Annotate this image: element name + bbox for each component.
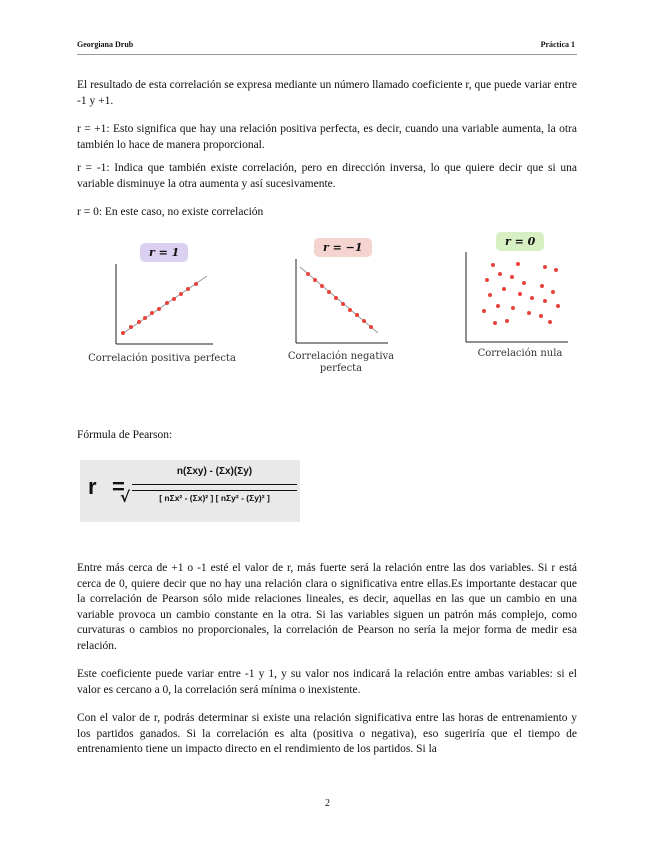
data-point [341,302,345,306]
badge-positive: r = 1 [140,243,188,262]
data-point [334,296,338,300]
data-point [530,296,534,300]
data-point [556,304,560,308]
scatter-null [460,250,570,345]
data-point [548,320,552,324]
data-point [516,262,520,266]
paragraph-r-zero: r = 0: En este caso, no existe correlación [77,206,264,218]
data-point [539,314,543,318]
data-point [143,316,147,320]
formula-denominator: [ nΣx² - (Σx)² ] [ nΣy² - (Σy)² ] [159,493,270,503]
data-point [491,263,495,267]
data-point [551,290,555,294]
formula-equals: = [112,474,125,499]
caption-positive: Correlación positiva perfecta [88,353,236,364]
formula-label: Fórmula de Pearson: [77,429,173,441]
paragraph-body-2: Este coeficiente puede variar entre -1 y 1, y su valor nos indicará la relación entre ambas variables: si el valor es cercano a 0, la correlación será mínima o inexistente. [77,668,577,696]
data-point [121,331,125,335]
formula-fraction-bar [132,484,297,485]
data-point [172,297,176,301]
data-point [482,309,486,313]
sqrt-overline [132,490,297,491]
data-point [527,311,531,315]
formula-numerator: n(Σxy) - (Σx)(Σy) [176,466,253,477]
data-point [543,265,547,269]
sqrt-icon: √ [120,488,131,506]
data-point [502,287,506,291]
data-point [165,301,169,305]
data-point [522,281,526,285]
data-point [369,325,373,329]
data-point [540,284,544,288]
data-point [320,284,324,288]
data-point [510,275,514,279]
paragraph-body-3: Con el valor de r, podrás determinar si existe una relación significativa entre las horas de entrenamiento y los partidos ganados. Si la correlación es alta (positiva o negativa), eso sugeriría que el tiempo de entrenamiento tiene un impacto directo en el rendimiento de los partidos. Si la [77,712,577,755]
data-point [543,299,547,303]
data-point [327,290,331,294]
data-point [150,311,154,315]
scatter-positive [110,262,215,347]
data-point [306,272,310,276]
header-divider [77,54,577,55]
caption-null: Correlación nula [477,348,563,359]
paragraph-body-1: Entre más cerca de +1 o -1 esté el valor de r, más fuerte será la relación entre las dos variables. Si r está cerca de 0, quiere decir que no hay una relación clara o significativa entre ellas.Es importante destacar que la correlación de Pearson sólo mide relaciones lineales, es decir, aquellas en las que un cambio en una variable provoca un cambio constante en la otra. Si las variables siguen un patrón más complejo, como curvaturas o cambios no proporcionales, la correlación de Pearson no sería la mejor forma de medir esa relación. [77,562,577,652]
data-point [186,287,190,291]
data-point [485,278,489,282]
formula-lhs: r [88,474,97,499]
points-null [482,262,560,325]
paragraph-r-minus: r = -1: Indica que también existe correlación, pero en dirección inversa, lo que quiere decir que si una variable disminuye la otra aumenta y así sucesivamente. [77,162,577,190]
data-point [129,325,133,329]
badge-null: r = 0 [496,232,544,251]
data-point [554,268,558,272]
data-point [518,292,522,296]
data-point [194,282,198,286]
caption-negative: Correlación negativa perfecta [287,351,395,374]
badge-negative: r = −1 [314,238,372,257]
data-point [179,292,183,296]
header-author: Georgiana Drub [77,40,134,49]
scatter-negative [290,257,390,347]
points-positive [121,282,198,335]
data-point [493,321,497,325]
page-number: 2 [325,798,330,809]
data-point [137,320,141,324]
data-point [511,306,515,310]
data-point [505,319,509,323]
data-point [355,313,359,317]
data-point [496,304,500,308]
data-point [488,293,492,297]
data-point [362,319,366,323]
data-point [348,308,352,312]
header-practice: Práctica 1 [540,40,575,49]
data-point [313,278,317,282]
paragraph-r-plus: r = +1: Esto significa que hay una relación positiva perfecta, es decir, cuando una variable aumenta, la otra también lo hace de manera proporcional. [77,123,577,151]
data-point [498,272,502,276]
paragraph-intro: El resultado de esta correlación se expresa mediante un número llamado coeficiente r, que puede variar entre -1 y +1. [77,79,577,107]
data-point [157,307,161,311]
pearson-formula [80,460,300,522]
